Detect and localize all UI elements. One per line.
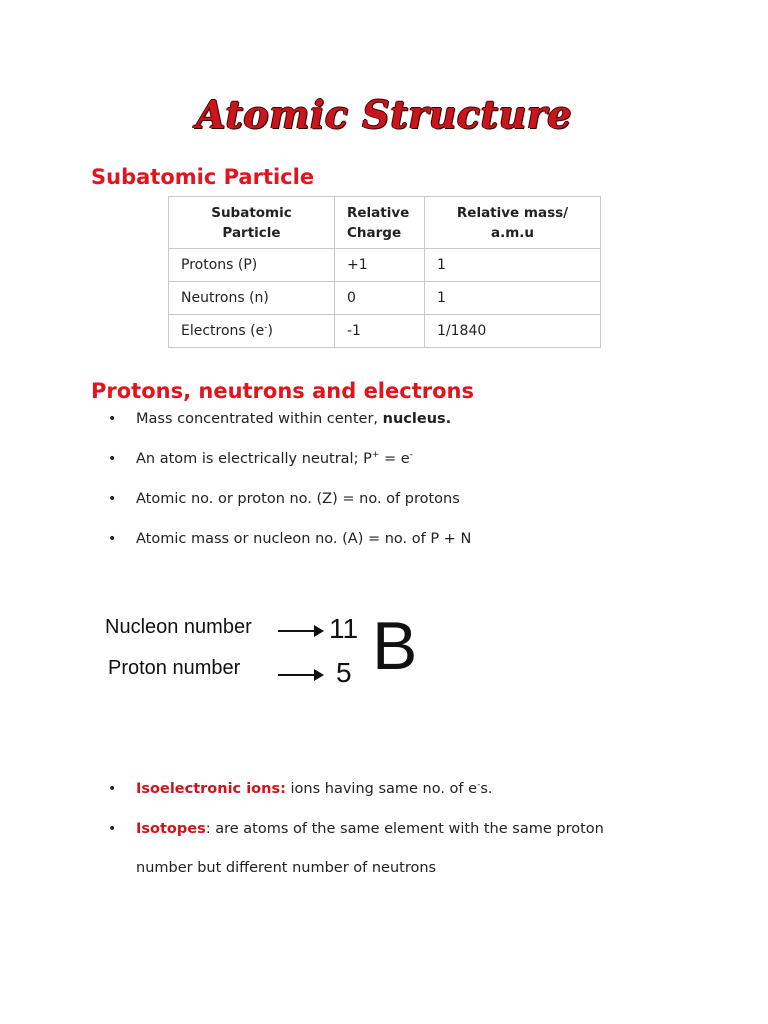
cell-charge: +1: [335, 249, 425, 282]
cell-mass: 1: [425, 249, 601, 282]
element-symbol: B: [372, 608, 418, 684]
table-header-charge: [335, 197, 425, 249]
nucleon-number-label: Nucleon number: [105, 616, 252, 638]
table-header-mass: [425, 197, 601, 249]
list-item-isotopes: [108, 819, 604, 878]
superscript: +: [371, 450, 380, 461]
definitions-list: [108, 779, 604, 898]
header-line: Subatomic: [211, 204, 292, 221]
cell-particle: Neutrons (n): [169, 282, 335, 315]
cell-particle: Protons (P): [169, 249, 335, 282]
header-line: Charge: [347, 224, 402, 241]
cell-charge: -1: [335, 315, 425, 348]
table-row: [169, 249, 601, 282]
section-heading-subatomic: Subatomic Particle: [91, 165, 315, 189]
bullet-bold-text: nucleus.: [382, 411, 452, 427]
list-item-isoelectronic: [108, 779, 604, 799]
nuclide-notation-figure: [0, 600, 768, 710]
charge-superscript: -: [264, 322, 268, 333]
nucleon-number-value: 11: [329, 613, 359, 644]
subatomic-table: [168, 196, 601, 348]
definition-continuation: number but different number of neutrons: [136, 860, 437, 876]
proton-number-label: Proton number: [108, 657, 241, 679]
header-line: a.m.u: [490, 224, 535, 241]
list-item: [108, 409, 471, 429]
term-label: Isoelectronic ions:: [136, 781, 286, 797]
header-line: Relative: [347, 204, 410, 221]
header-line: Relative mass/: [456, 204, 569, 221]
superscript: -: [477, 780, 481, 791]
list-item: [108, 449, 471, 469]
table-header-particle: [169, 197, 335, 249]
cell-particle: [169, 315, 335, 348]
facts-list: [108, 409, 471, 569]
bullet-text: An atom is electrically neutral; P: [136, 451, 372, 467]
definition-text: s.: [480, 781, 493, 797]
particle-name: Electrons (e: [181, 323, 265, 339]
section-heading-protons-neutrons-electrons: Protons, neutrons and electrons: [91, 379, 474, 403]
cell-mass: 1: [425, 282, 601, 315]
table-header-row: [169, 197, 601, 249]
arrow-right-icon: [278, 674, 322, 676]
superscript: -: [409, 450, 413, 461]
table-row: [169, 315, 601, 348]
term-label: Isotopes: [136, 821, 206, 837]
cell-charge: 0: [335, 282, 425, 315]
list-item: • Atomic no. or proton no. (Z) = no. of protons: [108, 489, 471, 509]
header-line: Particle: [222, 224, 281, 241]
cell-mass: 1/1840: [425, 315, 601, 348]
particle-close: ): [267, 323, 273, 339]
bullet-text: Mass concentrated within center,: [136, 411, 383, 427]
definition-text: ions having same no. of e: [285, 781, 478, 797]
list-item: • Atomic mass or nucleon no. (A) = no. of P + N: [108, 529, 471, 549]
bullet-text: = e: [379, 451, 410, 467]
arrow-right-icon: [278, 630, 322, 632]
proton-number-value: 5: [336, 657, 352, 688]
definition-text: : are atoms of the same element with the same proton: [205, 821, 604, 837]
table-row: [169, 282, 601, 315]
page-title: Atomic Structure: [196, 92, 572, 137]
